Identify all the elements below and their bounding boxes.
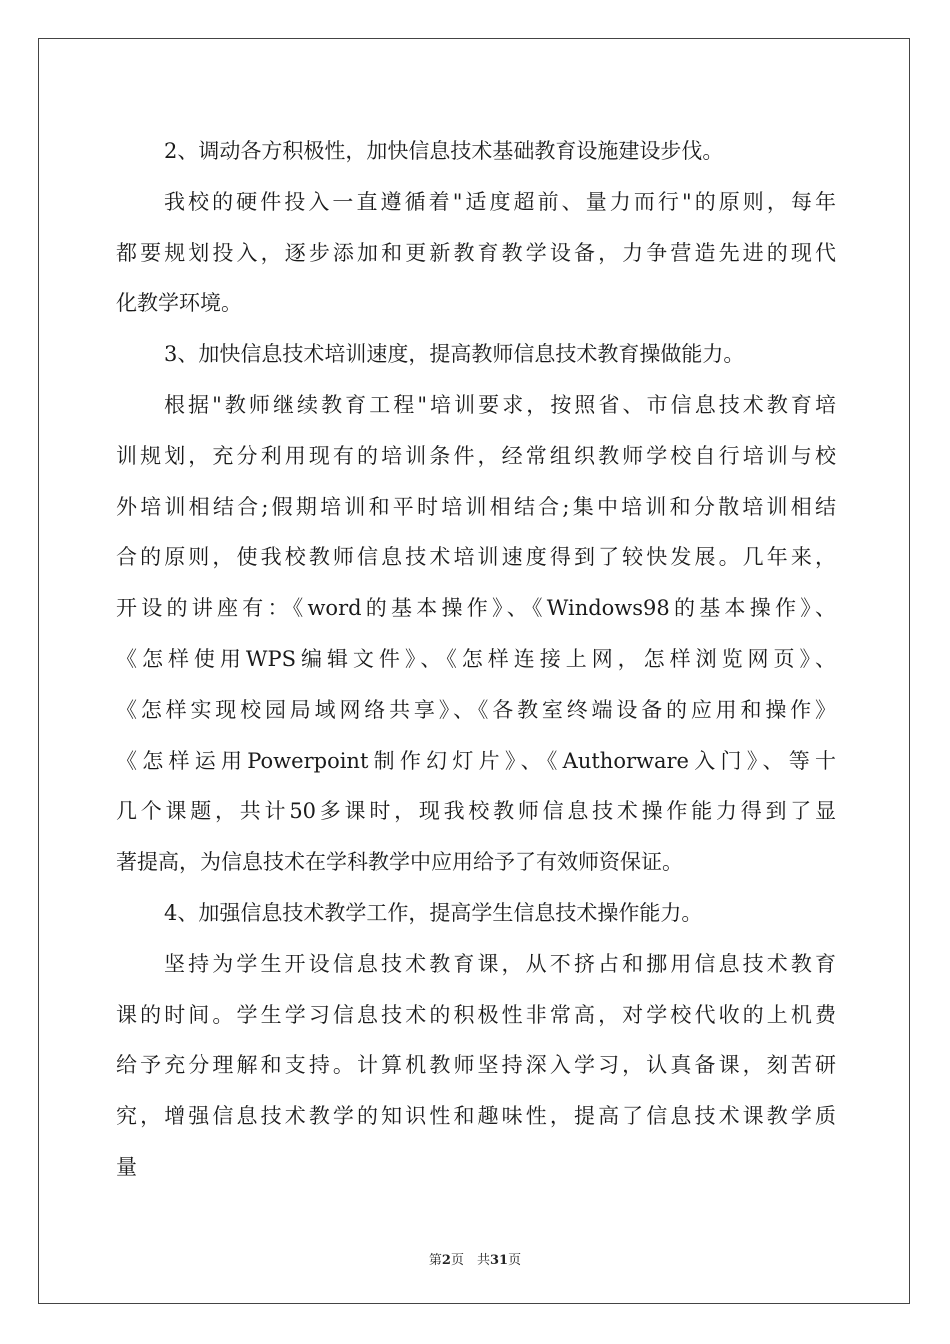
section-heading-3: 3、加快信息技术培训速度，提高教师信息技术教育操做能力。 [164,342,745,367]
paragraph-line: 开设的讲座有：《word的基本操作》、《Windows98的基本操作》、 [116,596,836,621]
paragraph-line: 《怎样使用WPS编辑文件》、《怎样连接上网，怎样浏览网页》、 [116,646,836,671]
total-page-count: 31 [489,1253,509,1268]
paragraph-line: 给予充分理解和支持。计算机教师坚持深入学习，认真备课，刻苦研 [116,1053,836,1078]
paragraph-line: 外培训相结合;假期培训和平时培训相结合;集中培训和分散培训相结 [116,494,836,519]
document-body [116,126,836,1193]
footer-suffix: 页 [508,1253,522,1268]
paragraph-line: 究，增强信息技术教学的知识性和趣味性，提高了信息技术课教学质 [116,1104,836,1129]
paragraph-line: 我校的硬件投入一直遵循着"适度超前、量力而行"的原则，每年 [164,189,836,214]
section-heading-2: 2、调动各方积极性，加快信息技术基础教育设施建设步伐。 [164,139,724,163]
paragraph-line: 合的原则，使我校教师信息技术培训速度得到了较快发展。几年来， [116,545,836,570]
footer-prefix: 第 [428,1253,442,1268]
paragraph-line: 坚持为学生开设信息技术教育课，从不挤占和挪用信息技术教育 [164,951,836,976]
current-page-number: 2 [441,1253,451,1268]
paragraph-line: 根据"教师继续教育工程"培训要求，按照省、市信息技术教育培 [164,392,836,417]
paragraph-line: 《怎样运用Powerpoint制作幻灯片》、《Authorware入门》、等十 [116,748,836,773]
footer-mid: 页 共 [450,1253,490,1268]
page-number-footer [0,1249,950,1268]
paragraph-line: 几个课题，共计50多课时，现我校教师信息技术操作能力得到了显 [116,799,836,824]
paragraph-line: 量 [116,1154,137,1179]
paragraph-line: 著提高，为信息技术在学科教学中应用给予了有效师资保证。 [116,850,683,875]
section-heading-4: 4、加强信息技术教学工作，提高学生信息技术操作能力。 [164,900,703,925]
paragraph-line: 课的时间。学生学习信息技术的积极性非常高，对学校代收的上机费 [116,1002,836,1027]
paragraph-line: 《怎样实现校园局域网络共享》、《各教室终端设备的应用和操作》 [116,697,836,722]
paragraph-line: 化教学环境。 [116,291,242,316]
paragraph-line: 都要规划投入，逐步添加和更新教育教学设备，力争营造先进的现代 [116,240,836,265]
paragraph-line: 训规划，充分利用现有的培训条件，经常组织教师学校自行培训与校 [116,443,836,468]
